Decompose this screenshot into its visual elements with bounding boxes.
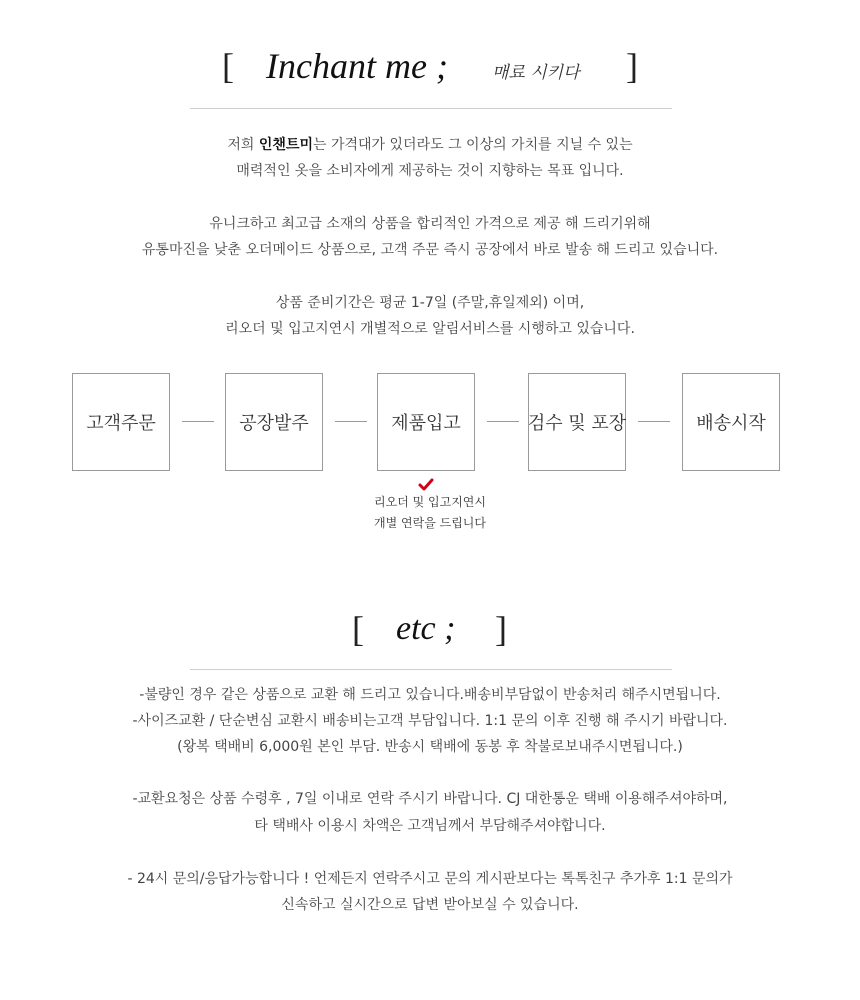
process-step-inspection: 검수 및 포장 [528, 373, 626, 471]
intro-line-6: 리오더 및 입고지연시 개별적으로 알림서비스를 시행하고 있습니다. [225, 321, 635, 337]
process-connector [638, 421, 670, 422]
process-step-arrival: 제품입고 [377, 373, 475, 471]
process-connector [487, 421, 519, 422]
process-note-line-2: 개별 연락을 드립니다 [374, 516, 486, 530]
intro-line-2: 매력적인 옷을 소비자에게 제공하는 것이 지향하는 목표 입니다. [236, 163, 624, 179]
etc-line-3: (왕복 택배비 6,000원 본인 부담. 반송시 택배에 동봉 후 착불로보내주시면됩니다.) [177, 739, 683, 755]
etc-line-5: 타 택배사 이용시 차액은 고객님께서 부담해주셔야합니다. [254, 818, 606, 834]
header-divider [190, 108, 672, 109]
intro-line-1 [0, 132, 860, 158]
etc-line-7: 신속하고 실시간으로 답변 받아보실 수 있습니다. [281, 897, 579, 913]
process-step-order: 고객주문 [72, 373, 170, 471]
process-note-line-1: 리오더 및 입고지연시 [374, 495, 486, 509]
etc-line-4: -교환요청은 상품 수령후 , 7일 이내로 연락 주시기 바랍니다. CJ 대한통운 택배 이용해주셔야하며, [132, 791, 728, 807]
etc-line-6: - 24시 문의/응답가능합니다 ! 언제든지 연락주시고 문의 게시판보다는 톡톡친구 추가후 1:1 문의가 [127, 871, 733, 887]
etc-line-1: -불량인 경우 같은 상품으로 교환 해 드리고 있습니다.배송비부담없이 반송처리 해주시면됩니다. [139, 687, 721, 703]
page-subtitle: 매료 시키다 [492, 63, 580, 83]
etc-line-2: -사이즈교환 / 단순변심 교환시 배송비는고객 부담입니다. 1:1 문의 이후 진행 해 주시기 바랍니다. [132, 713, 728, 729]
check-icon [418, 478, 434, 492]
process-connector [182, 421, 214, 422]
intro-line-1-prefix: 저희 [227, 137, 259, 153]
process-connector [335, 421, 367, 422]
etc-bracket-open: [ [352, 609, 364, 649]
intro-line-3: 유니크하고 최고급 소재의 상품을 합리적인 가격으로 제공 해 드리기위해 [209, 216, 651, 232]
process-step-factory-order: 공장발주 [225, 373, 323, 471]
etc-divider [190, 669, 672, 670]
etc-title: etc ; [396, 610, 456, 647]
page-title: Inchant me ; [266, 46, 448, 86]
etc-bracket-close: ] [495, 609, 507, 649]
intro-line-5: 상품 준비기간은 평균 1-7일 (주말,휴일제외) 이며, [275, 295, 585, 311]
intro-line-4: 유통마진을 낮춘 오더메이드 상품으로, 고객 주문 즉시 공장에서 바로 발송 해 드리고 있습니다. [141, 242, 719, 258]
intro-line-1-suffix: 는 가격대가 있더라도 그 이상의 가치를 지닐 수 있는 [313, 137, 633, 153]
intro-brand-name: 인챈트미 [258, 137, 313, 153]
header-bracket-close: ] [626, 46, 638, 86]
header-bracket-open: [ [222, 46, 234, 86]
process-step-shipping: 배송시작 [682, 373, 780, 471]
